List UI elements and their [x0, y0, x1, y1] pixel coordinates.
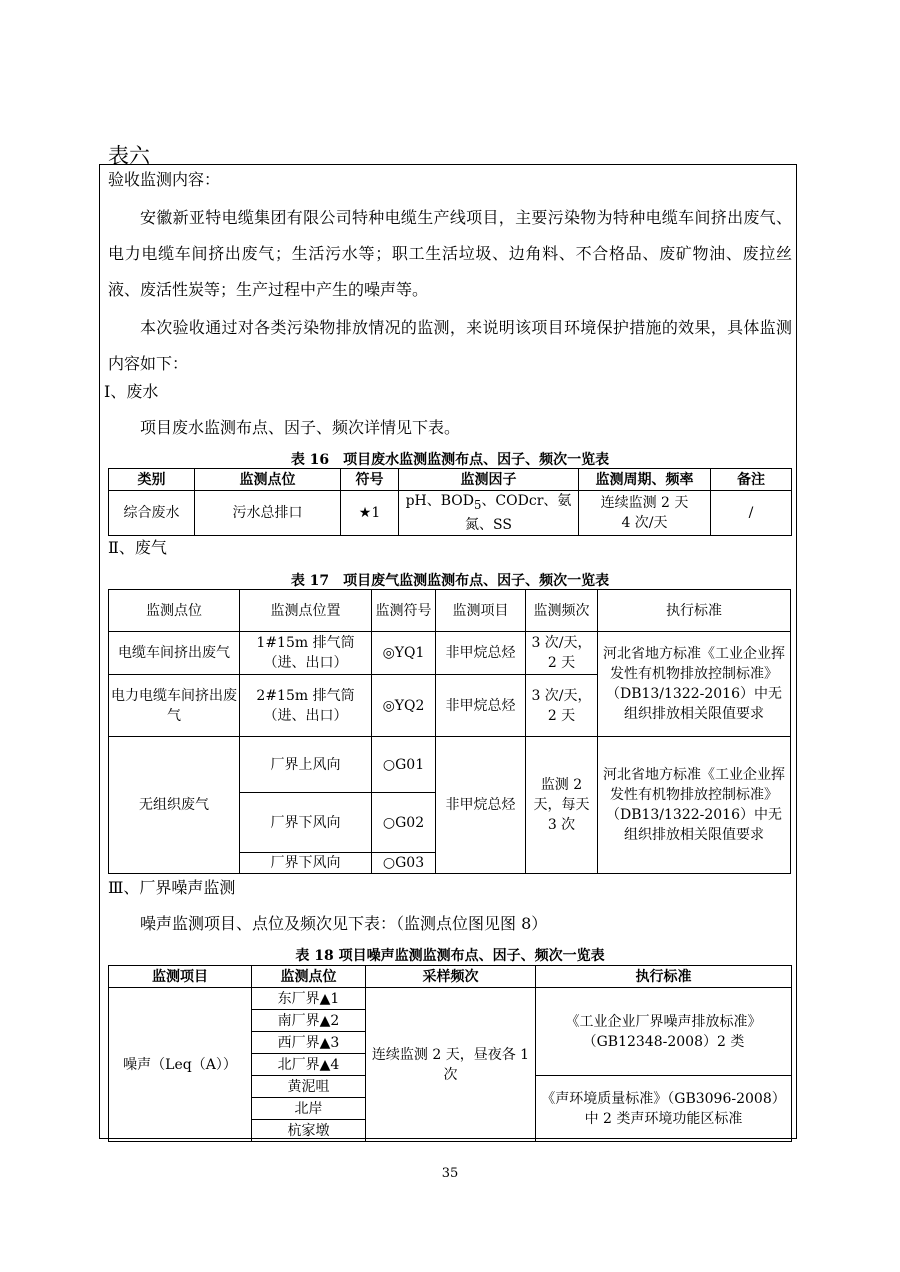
wastewater-text: 项目废水监测布点、因子、频次详情见下表。: [140, 418, 461, 437]
col-header: 执行标准: [536, 966, 792, 988]
table-row: [109, 988, 792, 1010]
symbol-cell: ○G02: [372, 793, 436, 853]
table-row: [109, 491, 792, 536]
period-line-2: 4 次/天: [621, 514, 668, 531]
table-label: 表六: [108, 144, 150, 168]
page-number: 35: [441, 1166, 459, 1181]
table17-caption: 表 17 项目废气监测监测布点、因子、频次一览表: [290, 573, 610, 589]
point-cell: 北岸: [252, 1098, 366, 1120]
factor-subscript: 5: [474, 497, 482, 512]
col-header: 执行标准: [598, 590, 791, 632]
category-cell: 综合废水: [109, 491, 195, 536]
symbol-cell: ★1: [341, 491, 399, 536]
factor-cell: [399, 491, 579, 536]
point-cell: 西厂界▲3: [252, 1032, 366, 1054]
position-cell: 1#15m 排气筒（进、出口）: [240, 632, 372, 675]
item-cell: 非甲烷总烃: [436, 632, 526, 675]
col-header: 监测点位置: [240, 590, 372, 632]
position-cell: 厂界下风向: [240, 793, 372, 853]
point-cell: 北厂界▲4: [252, 1054, 366, 1076]
freq-cell: 监测 2 天，每天 3 次: [526, 737, 598, 874]
col-header: 监测项目: [109, 966, 252, 988]
col-header: 监测频次: [526, 590, 598, 632]
factor-text-rest: 、CODcr、氨氮、SS: [465, 493, 572, 533]
symbol-cell: ○G03: [372, 853, 436, 874]
col-header: 监测周期、频率: [579, 469, 711, 491]
exhaust-table: [108, 589, 791, 874]
intro-paragraph-2: 本次验收通过对各类污染物排放情况的监测，来说明该项目环境保护措施的效果，具体监测内容如下：: [108, 318, 792, 373]
symbol-cell: ◎YQ1: [372, 632, 436, 675]
point-cell: 电力电缆车间挤出废气: [109, 675, 240, 737]
item-cell: 非甲烷总烃: [436, 737, 526, 874]
table18-caption: 表 18 项目噪声监测监测布点、因子、频次一览表: [295, 948, 605, 964]
symbol-cell: ◎YQ2: [372, 675, 436, 737]
noise-text: 噪声监测项目、点位及频次见下表：（监测点位图见图 8）: [140, 914, 548, 933]
col-header: 监测点位: [252, 966, 366, 988]
freq-cell: 连续监测 2 天，昼夜各 1 次: [366, 988, 536, 1142]
freq-cell: 3 次/天，2 天: [526, 675, 598, 737]
position-cell: 厂界上风向: [240, 737, 372, 793]
noise-table: [108, 965, 792, 1142]
wastewater-heading: Ⅰ、废水: [104, 382, 159, 401]
point-cell: 污水总排口: [195, 491, 341, 536]
table-row: [109, 632, 791, 675]
exhaust-heading: Ⅱ、废气: [108, 538, 167, 557]
col-header: 备注: [711, 469, 792, 491]
col-header: 监测点位: [109, 590, 240, 632]
period-line-1: 连续监测 2 天: [600, 494, 689, 511]
noise-heading: Ⅲ、厂界噪声监测: [108, 878, 236, 897]
factor-text: pH、BOD: [405, 493, 475, 509]
point-cell: 东厂界▲1: [252, 988, 366, 1010]
col-header: 采样频次: [366, 966, 536, 988]
table16-caption: 表 16 项目废水监测监测布点、因子、频次一览表: [290, 452, 610, 468]
freq-cell: 3 次/天，2 天: [526, 632, 598, 675]
col-header: 监测项目: [436, 590, 526, 632]
section-title: 验收监测内容：: [108, 170, 221, 189]
standard-cell: 《声环境质量标准》（GB3096-2008）中 2 类声环境功能区标准: [536, 1076, 792, 1142]
table-row: [109, 737, 791, 793]
item-cell: 非甲烷总烃: [436, 675, 526, 737]
position-cell: 2#15m 排气筒（进、出口）: [240, 675, 372, 737]
standard-cell: 《工业企业厂界噪声排放标准》（GB12348-2008）2 类: [536, 988, 792, 1076]
point-cell: 南厂界▲2: [252, 1010, 366, 1032]
col-header: 监测点位: [195, 469, 341, 491]
point-cell: 杭家墩: [252, 1120, 366, 1142]
note-cell: /: [711, 491, 792, 536]
intro-paragraph-1: 安徽新亚特电缆集团有限公司特种电缆生产线项目，主要污染物为特种电缆车间挤出废气、电力电缆车间挤出废气；生活污水等；职工生活垃圾、边角料、不合格品、废矿物油、废拉丝液、废活性炭等；生产过程中产生的噪声等。: [108, 208, 792, 299]
standard-cell: 河北省地方标准《工业企业挥发性有机物排放控制标准》（DB13/1322-2016）中无组织排放相关限值要求: [598, 632, 791, 737]
standard-cell: 河北省地方标准《工业企业挥发性有机物排放控制标准》（DB13/1322-2016）中无组织排放相关限值要求: [598, 737, 791, 874]
item-cell: 噪声（Leq（A））: [109, 988, 252, 1142]
col-header: 符号: [341, 469, 399, 491]
col-header: 类别: [109, 469, 195, 491]
point-cell: 黄泥咀: [252, 1076, 366, 1098]
wastewater-table: [108, 468, 792, 536]
point-cell: 电缆车间挤出废气: [109, 632, 240, 675]
col-header: 监测因子: [399, 469, 579, 491]
symbol-cell: ○G01: [372, 737, 436, 793]
point-cell: 无组织废气: [109, 737, 240, 874]
period-cell: [579, 491, 711, 536]
position-cell: 厂界下风向: [240, 853, 372, 874]
col-header: 监测符号: [372, 590, 436, 632]
